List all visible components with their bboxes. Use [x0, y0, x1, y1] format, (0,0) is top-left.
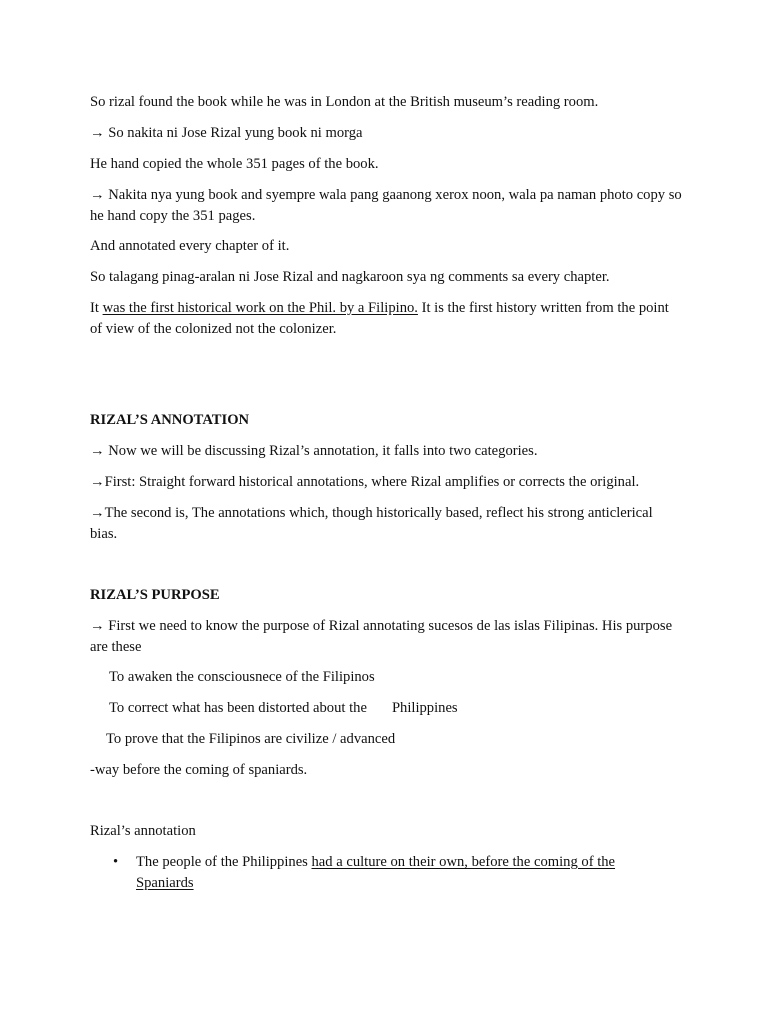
- subheading-rizals-annotation: Rizal’s annotation: [90, 823, 196, 839]
- text-point-of-view: It is the first history written from the point of view of the colonized not the colonizer.: [90, 300, 669, 337]
- heading-rizals-purpose: RIZAL’S PURPOSE: [90, 587, 220, 603]
- paragraph-xerox: → Nakita nya yung book and syempre wala pang gaanong xerox noon, wala pa naman photo copy so he hand copy the 351 pages.: [90, 187, 682, 224]
- paragraph-before-spaniards: -way before the coming of spaniards.: [90, 762, 308, 778]
- bullet-icon: •: [113, 854, 119, 870]
- paragraph-hand-copied: He hand copied the whole 351 pages of the book.: [90, 156, 379, 172]
- text-people-philippines: The people of the Philippines: [136, 854, 312, 870]
- paragraph-first-historical-work: [90, 298, 682, 339]
- heading-rizals-annotation: RIZAL’S ANNOTATION: [90, 412, 250, 428]
- purpose-item-correct: [109, 698, 709, 719]
- text-correct-distorted: To correct what has been distorted about the: [109, 700, 367, 716]
- purpose-item-awaken: To awaken the consciousnece of the Filipinos: [109, 669, 375, 685]
- underlined-culture-own: had a culture on their own, before the coming of the Spaniards: [136, 854, 616, 891]
- paragraph-second-category: →The second is, The annotations which, though historically based, reflect his strong anticlerical bias.: [90, 505, 653, 542]
- text-philippines: Philippines: [391, 700, 458, 716]
- paragraph-two-categories: → Now we will be discussing Rizal’s annotation, it falls into two categories.: [90, 443, 538, 459]
- paragraph-london-book: So rizal found the book while he was in London at the British museum’s reading room.: [90, 94, 599, 110]
- paragraph-nakita-book: → So nakita ni Jose Rizal yung book ni morga: [90, 125, 363, 141]
- purpose-item-prove: To prove that the Filipinos are civilize / advanced: [106, 731, 396, 747]
- paragraph-first-category: →First: Straight forward historical annotations, where Rizal amplifies or corrects the original.: [90, 474, 640, 490]
- paragraph-annotated: And annotated every chapter of it.: [90, 238, 290, 254]
- underlined-first-historical-work: was the first historical work on the Phil. by a Filipino.: [102, 300, 418, 316]
- bullet-item-culture: [136, 852, 656, 893]
- text-it: It: [90, 300, 103, 316]
- paragraph-pinag-aralan: So talagang pinag-aralan ni Jose Rizal and nagkaroon sya ng comments sa every chapter.: [90, 269, 610, 285]
- paragraph-purpose-intro: → First we need to know the purpose of Rizal annotating sucesos de las islas Filipinas. His purpose are these: [90, 618, 673, 655]
